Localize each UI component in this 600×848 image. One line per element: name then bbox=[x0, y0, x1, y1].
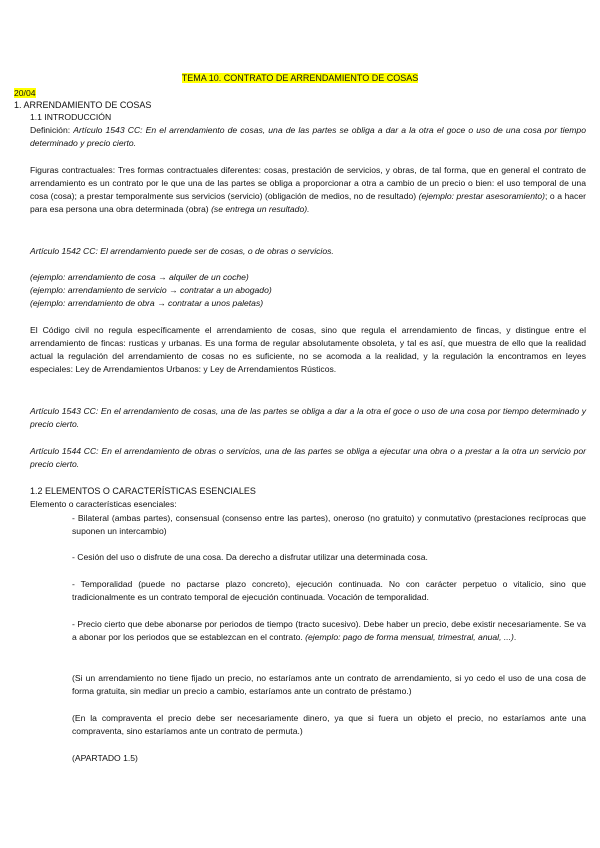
definition-paragraph bbox=[30, 124, 586, 150]
example-item: (ejemplo: arrendamiento de servicio → contratar a un abogado) bbox=[30, 285, 272, 295]
bullet-temporalidad: - Temporalidad (puede no pactarse plazo concreto), ejecución continuada. No con carácter perpetuo o vitalicio, sino que tradicionalmente es un contrato temporal de ejecución continuada. Vocación de temporalidad. bbox=[72, 579, 586, 602]
article-1543: Artículo 1543 CC: En el arrendamiento de cosas, una de las partes se obliga a dar a la otra el goce o uso de una cosa por tiempo determinado y precio cierto. bbox=[30, 406, 586, 429]
bullet-bilateral: - Bilateral (ambas partes), consensual (consenso entre las partes), oneroso (no gratuito) y conmutativo (prestaciones recíprocas que suponen un intercambio) bbox=[72, 513, 586, 536]
elements-intro: Elemento o características esenciales: bbox=[30, 499, 177, 509]
note-permuta: (En la compraventa el precio debe ser necesariamente dinero, ya que si fuera un objeto el precio, no estaríamos ante una compraventa, sino estaríamos ante un contrato de permuta.) bbox=[72, 713, 586, 736]
bullet-precio: - Precio cierto que debe abonarse por periodos de tiempo (tracto sucesivo). Debe haber un precio, debe existir necesariamente. Se va a abonar por los periodos que se establezcan en el contrato. (ejemplo: pago de forma mensual, trimestral, anual, ...). bbox=[72, 619, 586, 642]
section-heading-1: 1. ARRENDAMIENTO DE COSAS bbox=[14, 100, 152, 110]
document-title bbox=[0, 72, 600, 84]
example-item: (ejemplo: arrendamiento de obra → contratar a unos paletas) bbox=[30, 298, 264, 308]
article-1544: Artículo 1544 CC: En el arrendamiento de obras o servicios, una de las partes se obliga a ejecutar una obra o a prestar a la otra un servicio por precio cierto. bbox=[30, 446, 586, 469]
title-highlight: TEMA 10. CONTRATO DE ARRENDAMIENTO DE COSAS bbox=[181, 73, 419, 83]
note-prestamo: (Si un arrendamiento no tiene fijado un precio, no estaríamos ante un contrato de arrendamiento, si yo cedo el uso de una cosa de forma gratuita, sin mediar un precio a cambio, estaríamos ante un contrato de préstamo.) bbox=[72, 673, 586, 696]
definition-text: Artículo 1543 CC: En el arrendamiento de cosas, una de las partes se obliga a dar a la otra el goce o uso de una cosa por tiempo determinado y precio cierto. bbox=[30, 125, 586, 148]
bullet-cesion: - Cesión del uso o disfrute de una cosa. Da derecho a disfrutar utilizar una determinada cosa. bbox=[72, 552, 428, 562]
apartado-reference: (APARTADO 1.5) bbox=[72, 753, 138, 763]
figuras-paragraph: Figuras contractuales: Tres formas contractuales diferentes: cosas, prestación de servicios, y obras, de tal forma, que en general el contrato de arrendamiento es un contrato por le que una de las partes se obliga a proporcionar a otra a cambio de un precio o bien: el uso temporal de una cosa (cosa); a prestar temporalmente sus servicios (servicio) (obligación de medios, no de resultado) (ejemplo: prestar asesoramiento); o a hacer para esa persona una obra determinada (obra) (se entrega un resultado). bbox=[30, 165, 586, 214]
subsection-heading-1-1: 1.1 INTRODUCCIÓN bbox=[30, 112, 112, 122]
subsection-heading-1-2: 1.2 ELEMENTOS O CARACTERÍSTICAS ESENCIALES bbox=[30, 486, 256, 496]
definition-label: Definición: bbox=[30, 125, 74, 135]
codigo-civil-paragraph: El Código civil no regula específicamente el arrendamiento de cosas, sino que regula el arrendamiento de fincas, y distingue entre el arrendamiento de fincas: rusticas y urbanas. Es una forma de regular absolutamente obsoleta, y tal es así, que muestra de ello que la realidad actual la regulación del arrendamiento de cosas no es suficiente, no se acomoda a la realidad, y la regulación la encontramos en leyes especiales: Ley de Arrendamientos Urbanos: y Ley de Arrendamientos Rústicos. bbox=[30, 325, 586, 374]
example-item: (ejemplo: arrendamiento de cosa → alquiler de un coche) bbox=[30, 272, 249, 282]
date-label: 20/04 bbox=[14, 88, 36, 98]
article-1542: Artículo 1542 CC: El arrendamiento puede ser de cosas, o de obras o servicios. bbox=[30, 246, 334, 256]
